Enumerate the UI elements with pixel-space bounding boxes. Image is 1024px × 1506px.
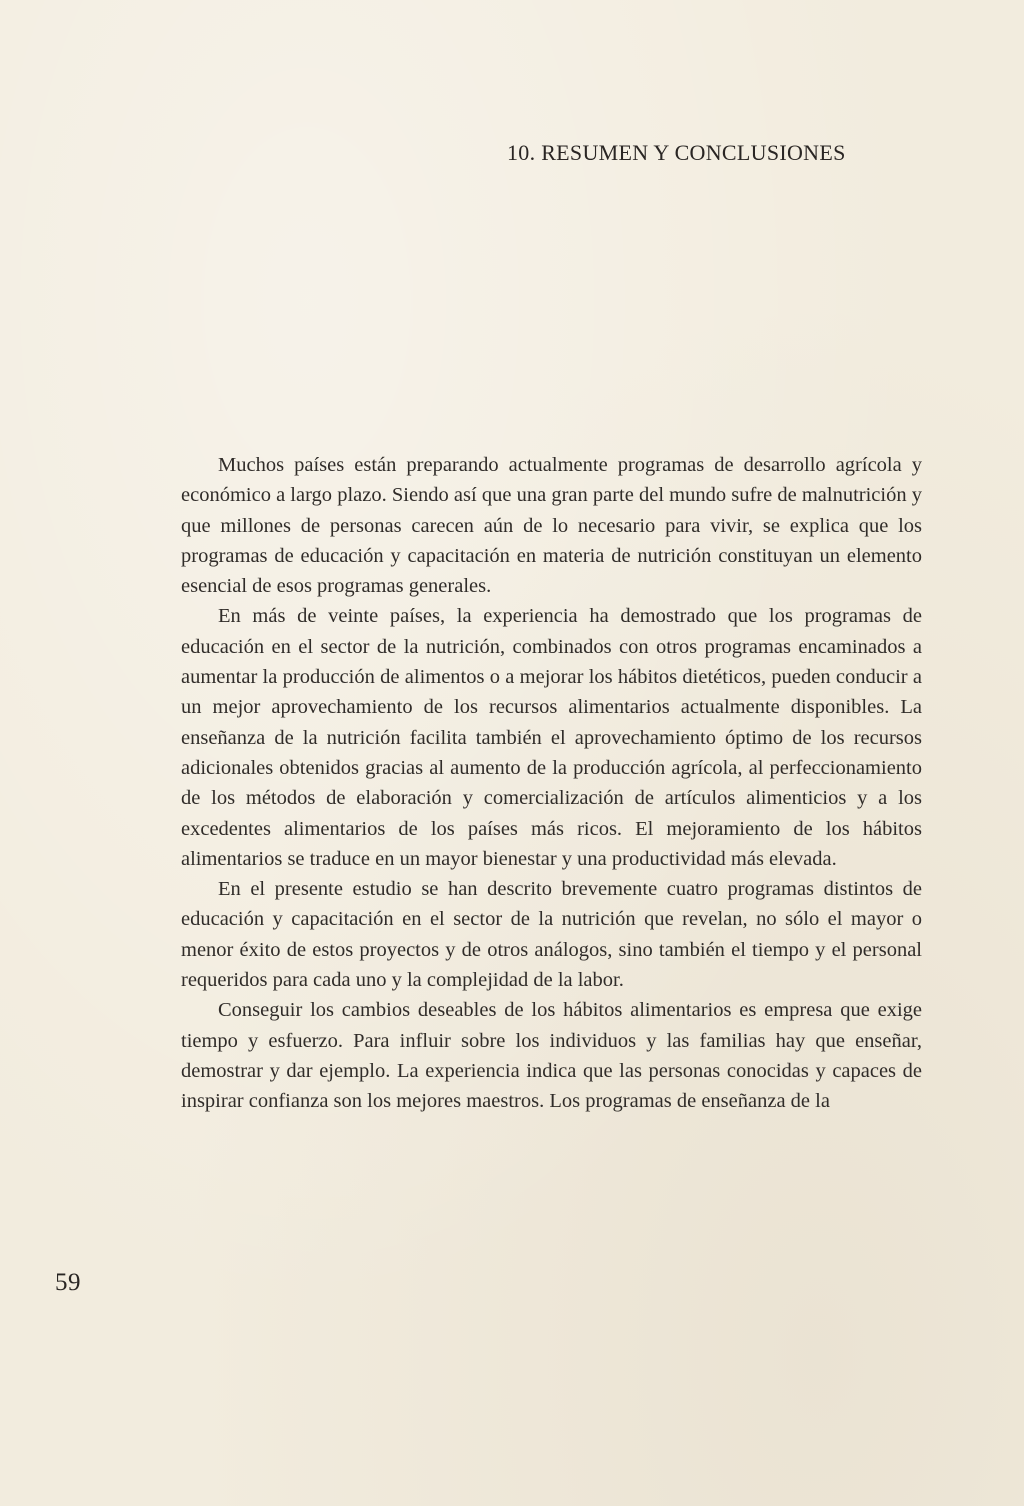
body-text [181, 450, 922, 1117]
section-heading: 10. RESUMEN Y CONCLUSIONES [507, 140, 846, 165]
paragraph-3: En el presente estudio se han descrito brevemente cuatro programas distintos de educación y capacitación en el sector de la nutrición que revelan, no sólo el mayor o menor éxito de estos proyectos y de otros análogos, sino también el tiempo y el personal requeridos para cada uno y la complejidad de la labor. [181, 878, 922, 992]
page-number: 59 [55, 1269, 81, 1296]
paragraph-2: En más de veinte países, la experiencia ha demostrado que los programas de educación en el sector de la nutrición, combinados con otros programas encaminados a aumentar la producción de alimentos o a mejorar los hábitos dietéticos, pueden conducir a un mejor aprovechamiento de los recursos alimentarios actualmente disponibles. La enseñanza de la nutrición facilita también el aprovechamiento óptimo de los recursos adicionales obtenidos gracias al aumento de la producción agrícola, al perfeccionamiento de los métodos de elaboración y comercialización de artículos alimenticios y a los excedentes alimentarios de los países más ricos. El mejoramiento de los hábitos alimentarios se traduce en un mayor bienestar y una productividad más elevada. [181, 605, 922, 870]
paragraph-1: Muchos países están preparando actualmente programas de desarrollo agrícola y económico a largo plazo. Siendo así que una gran parte del mundo sufre de malnutrición y que millones de personas carecen aún de lo necesario para vivir, se explica que los programas de educación y capacitación en materia de nutrición constituyan un elemento esencial de esos programas generales. [181, 454, 922, 598]
paragraph-4: Conseguir los cambios deseables de los hábitos alimentarios es empresa que exige tiempo y esfuerzo. Para influir sobre los individuos y las familias hay que enseñar, demostrar y dar ejemplo. La experiencia indica que las personas conocidas y capaces de inspirar confianza son los mejores maestros. Los programas de enseñanza de la [181, 999, 922, 1113]
